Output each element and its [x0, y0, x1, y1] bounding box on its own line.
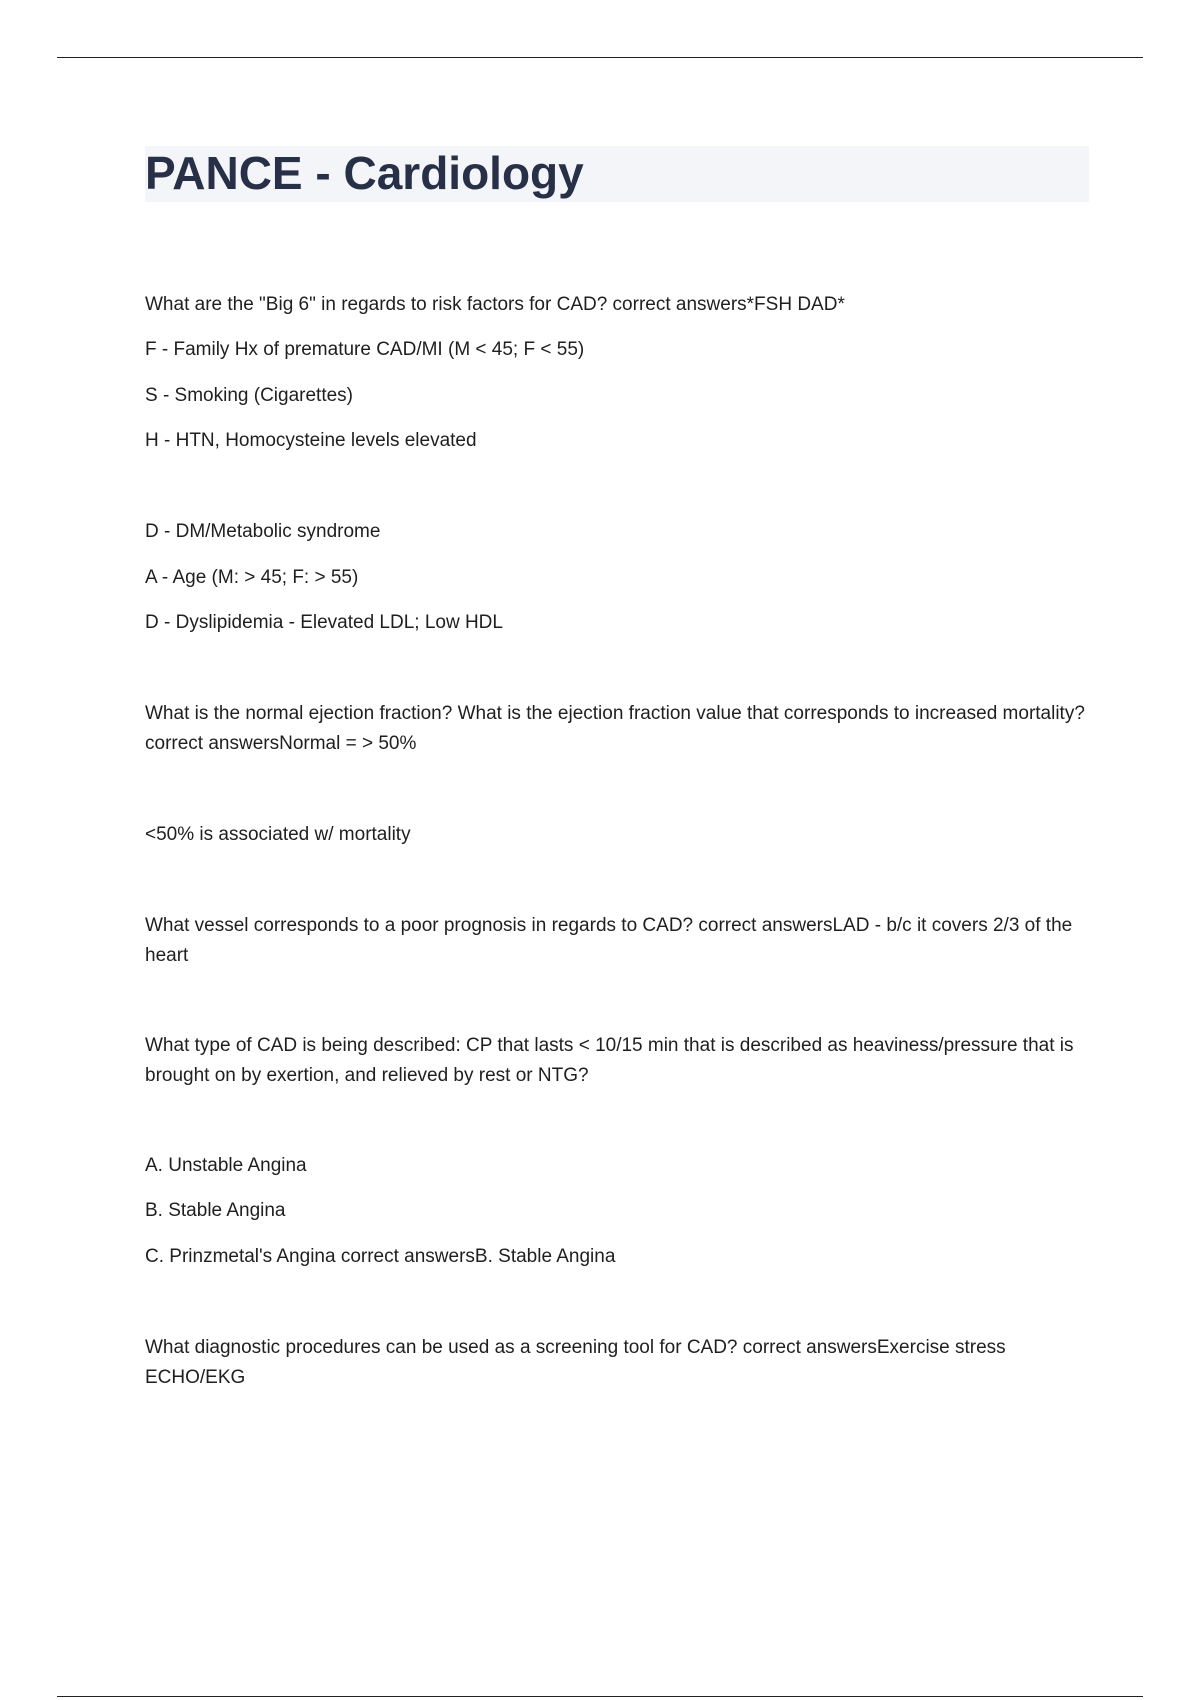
answer-line-mortality: <50% is associated w/ mortality	[145, 824, 411, 845]
bottom-rule	[57, 1696, 1143, 1697]
option-unstable-angina: A. Unstable Angina	[145, 1155, 307, 1176]
question-ejection-fraction: What is the normal ejection fraction? What is the ejection fraction value that corresponds to increased mortality? correct answersNormal = > 50%	[145, 703, 1085, 754]
answer-line-dm: D - DM/Metabolic syndrome	[145, 521, 381, 542]
answer-line-htn: H - HTN, Homocysteine levels elevated	[145, 430, 477, 451]
option-stable-angina: B. Stable Angina	[145, 1200, 286, 1221]
answer-line-age: A - Age (M: > 45; F: > 55)	[145, 567, 359, 588]
document-title: PANCE - Cardiology	[145, 147, 584, 199]
question-big-6: What are the "Big 6" in regards to risk factors for CAD? correct answers*FSH DAD*	[145, 294, 845, 315]
answer-line-dyslipidemia: D - Dyslipidemia - Elevated LDL; Low HDL	[145, 612, 503, 633]
answer-line-smoking: S - Smoking (Cigarettes)	[145, 385, 354, 406]
question-cad-type: What type of CAD is being described: CP that lasts < 10/15 min that is described as heaviness/pressure that is brought on by exertion, and relieved by rest or NTG?	[145, 1035, 1074, 1086]
question-poor-prognosis-vessel: What vessel corresponds to a poor prognosis in regards to CAD? correct answersLAD - b/c it covers 2/3 of the heart	[145, 915, 1073, 966]
question-screening-tool: What diagnostic procedures can be used as a screening tool for CAD? correct answersExercise stress ECHO/EKG	[145, 1337, 1006, 1388]
answer-line-family-hx: F - Family Hx of premature CAD/MI (M < 45; F < 55)	[145, 339, 585, 360]
option-prinzmetal-angina: C. Prinzmetal's Angina correct answersB. Stable Angina	[145, 1246, 616, 1267]
top-rule	[57, 57, 1143, 58]
